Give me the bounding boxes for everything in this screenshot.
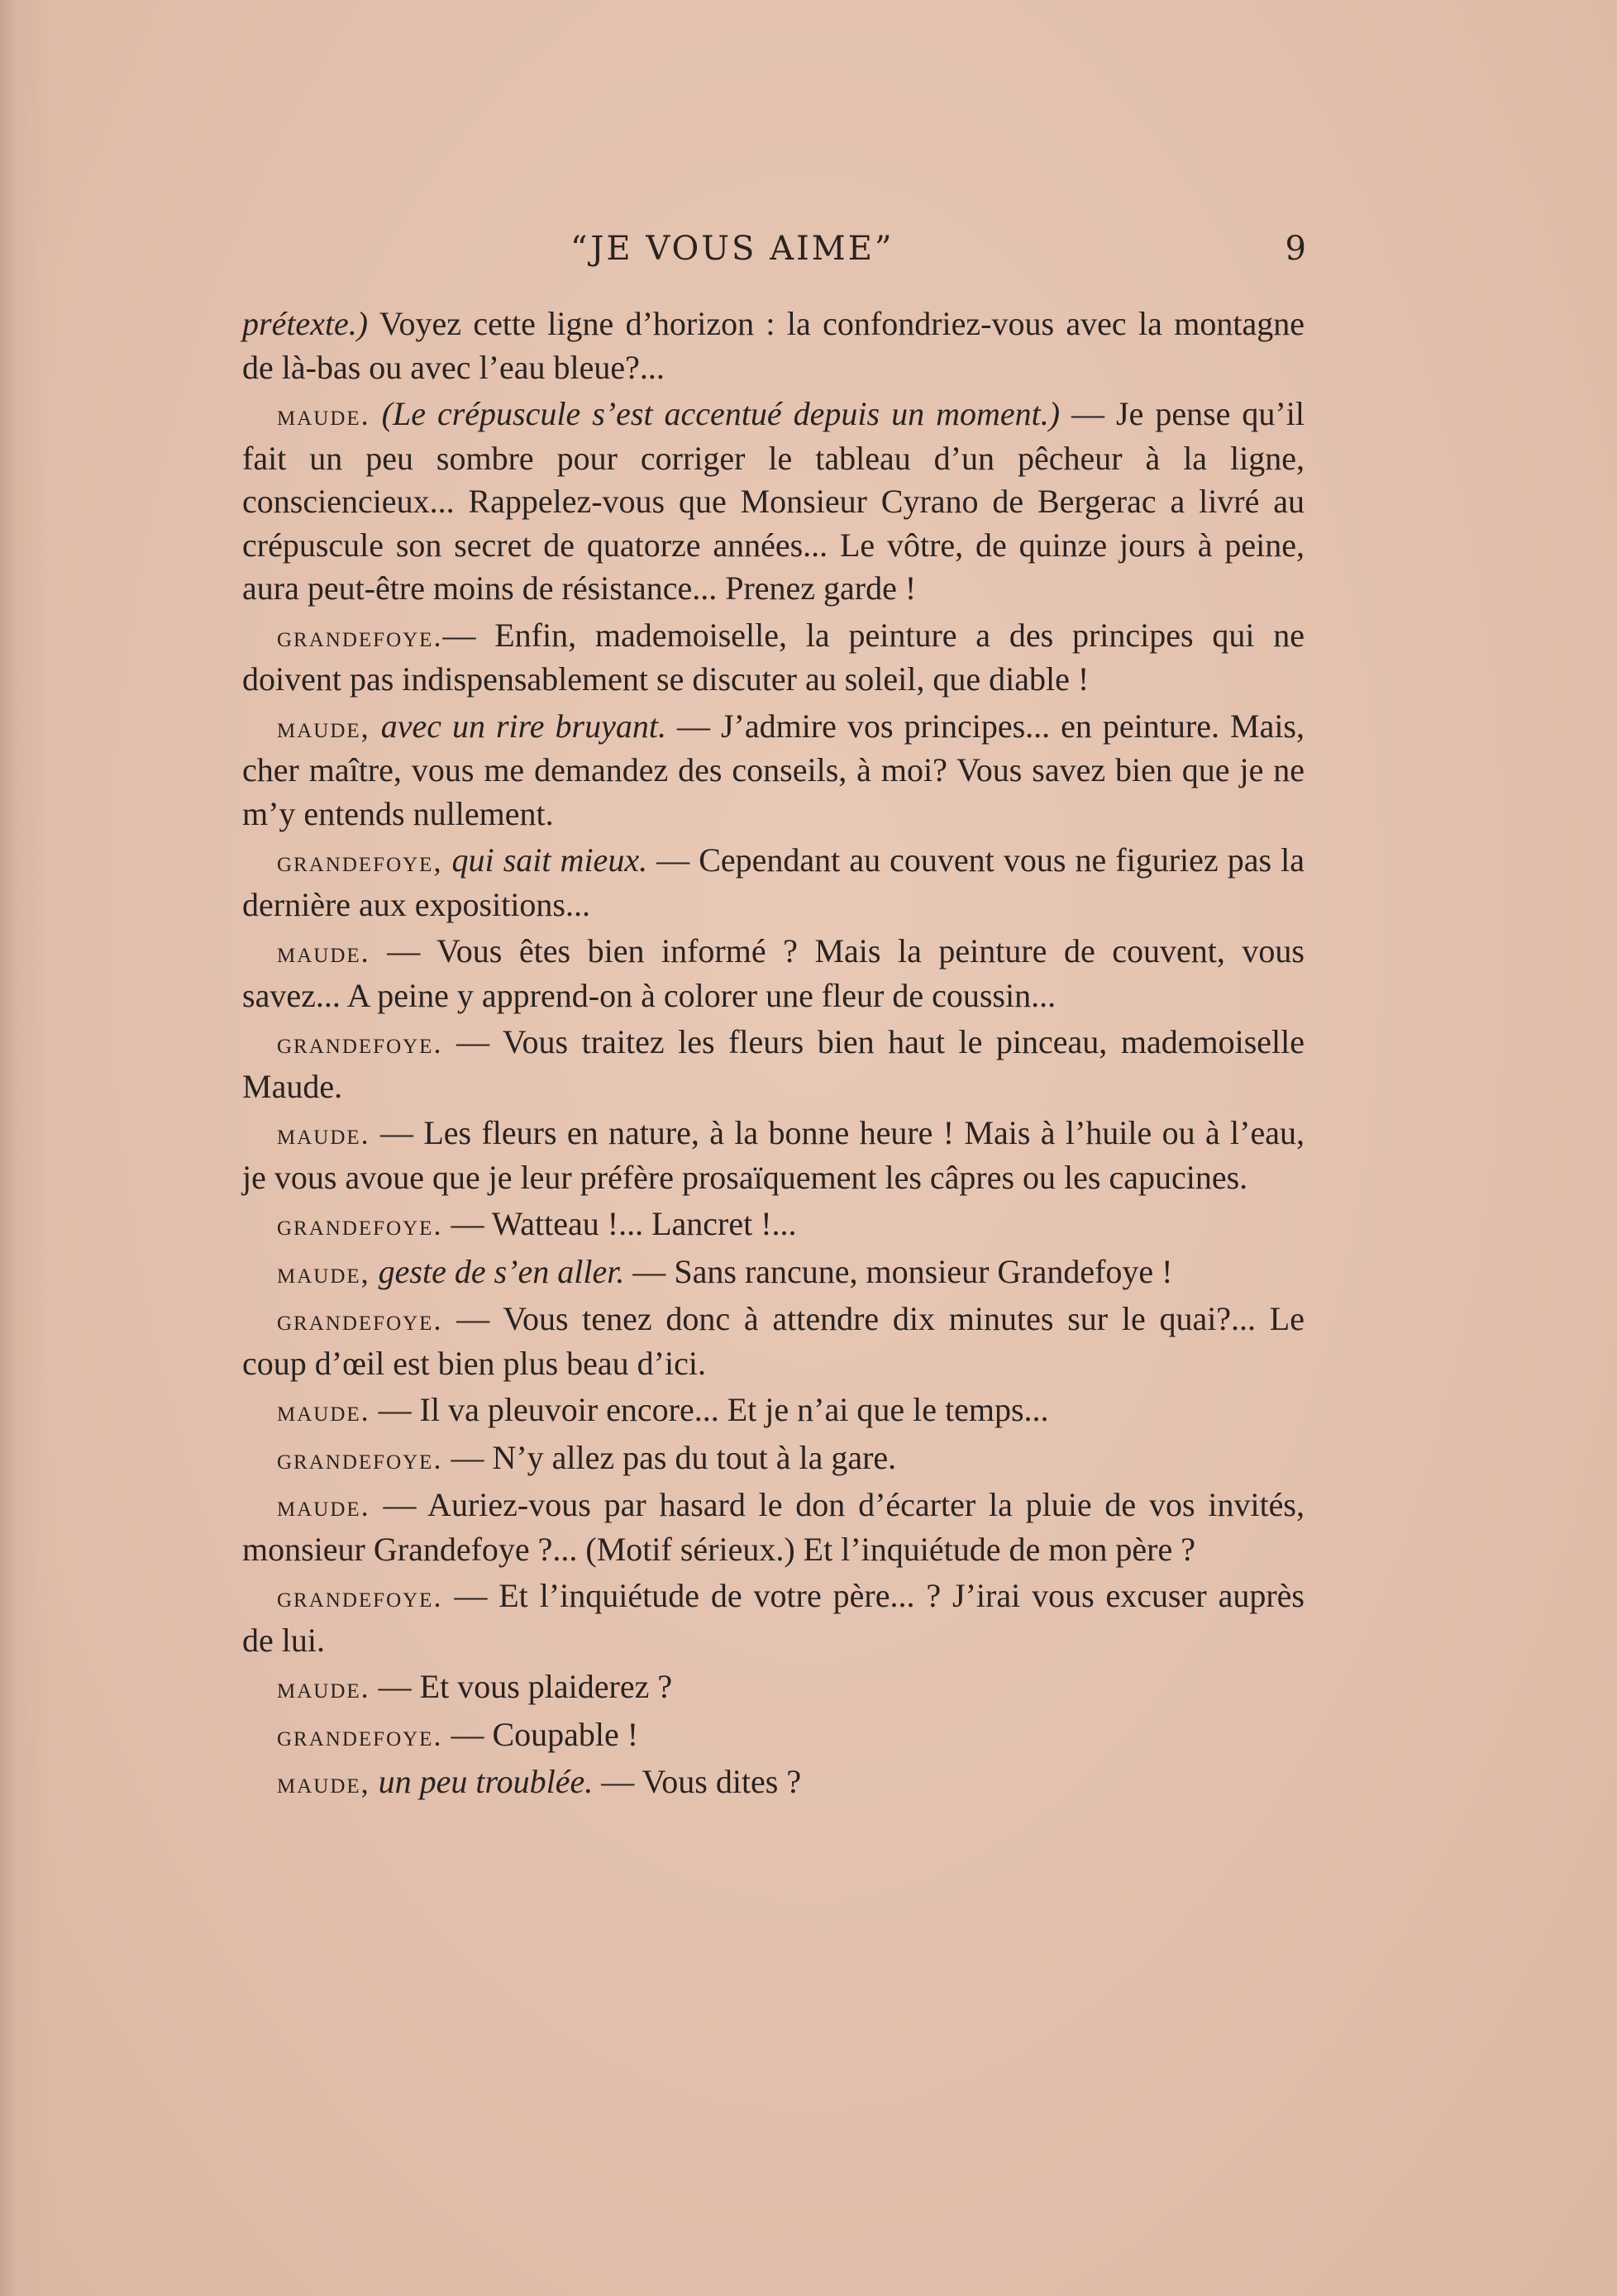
paragraph — [242, 839, 1305, 926]
speech-text: — Je pense qu’il fait un peu sombre pour corriger le tableau d’un pêcheur à la ligne, consciencieux... Rappelez-vous que Monsieur Cyrano de Bergerac a livré au crépuscule son secret de quatorze années... Le vôtre, de quinze jours à peine, aura peut-être moins de résistance... Prenez garde ! — [242, 395, 1305, 607]
stage-direction: un peu troublée. — [370, 1763, 594, 1800]
paragraph — [242, 1484, 1305, 1571]
paragraph — [242, 1021, 1305, 1108]
speaker-name: grandefoye. — [277, 1208, 443, 1241]
paragraph — [242, 1665, 1305, 1710]
speaker-name: grandefoye. — [277, 1580, 443, 1613]
paragraph — [242, 1436, 1305, 1481]
speech-text: — Les fleurs en nature, à la bonne heure ! Mais à l’huile ou à l’eau, je vous avoue que je leur préfère prosaïquement les câpres ou les capucines. — [242, 1114, 1305, 1196]
stage-direction: prétexte.) — [242, 305, 369, 342]
running-title: “JE VOUS AIME” — [570, 230, 894, 268]
stage-direction: avec un rire bruyant. — [370, 707, 666, 745]
stage-direction: qui sait mieux. — [442, 841, 648, 879]
speaker-name: maude, — [277, 1766, 370, 1799]
speaker-name: grandefoye. — [277, 619, 443, 653]
speaker-name: maude. — [277, 398, 370, 431]
paragraph — [242, 393, 1305, 611]
page-edge-shadow — [0, 0, 50, 2296]
speech-text: — J’admire vos principes... en peinture. Mais, cher maître, vous me demandez des conseils, à moi? Vous savez bien que je ne m’y entends nullement. — [242, 707, 1305, 832]
speech-text: — Vous êtes bien informé ? Mais la peinture de couvent, vous savez... A peine y apprend-on à colorer une fleur de coussin... — [242, 932, 1305, 1014]
speech-text: — Et vous plaiderez ? — [370, 1668, 673, 1705]
paragraph — [242, 705, 1305, 836]
speaker-name: grandefoye, — [277, 845, 443, 878]
paragraph — [242, 1298, 1305, 1385]
speech-text: — Vous tenez donc à attendre dix minutes sur le quai?... Le coup d’œil est bien plus beau d’ici. — [242, 1300, 1305, 1382]
speaker-name: maude. — [277, 1489, 370, 1522]
paragraph — [242, 1389, 1305, 1433]
speaker-name: maude, — [277, 1255, 370, 1289]
speech-text: — Enfin, mademoiselle, la peinture a des principes qui ne doivent pas indispensablement se discuter au soleil, que diable ! — [242, 616, 1305, 698]
stage-direction: (Le crépuscule s’est accentué depuis un moment.) — [370, 395, 1061, 432]
speech-text: Voyez cette ligne d’horizon : la confondriez-vous avec la montagne de là-bas ou avec l’eau bleue?... — [242, 305, 1305, 386]
speaker-name: grandefoye. — [277, 1303, 443, 1336]
paragraph — [242, 1760, 1305, 1805]
paragraph — [242, 1713, 1305, 1758]
speaker-name: grandefoye. — [277, 1441, 443, 1475]
speaker-name: maude. — [277, 1117, 370, 1150]
dialogue-text — [242, 302, 1305, 1808]
speaker-name: grandefoye. — [277, 1027, 443, 1060]
speech-text: — Auriez-vous par hasard le don d’écarter la pluie de vos invités, monsieur Grandefoye ?... (Motif sérieux.) Et l’inquiétude de mon père ? — [242, 1486, 1305, 1568]
speech-text: — N’y allez pas du tout à la gare. — [442, 1438, 897, 1476]
speech-text: — Il va pleuvoir encore... Et je n’ai que le temps... — [370, 1391, 1049, 1428]
speech-text: — Vous traitez les fleurs bien haut le pinceau, mademoiselle Maude. — [242, 1023, 1305, 1105]
speaker-name: maude, — [277, 710, 370, 744]
paragraph — [242, 930, 1305, 1017]
speech-text: — Coupable ! — [442, 1715, 639, 1753]
speaker-name: grandefoye. — [277, 1718, 443, 1752]
speaker-name: maude. — [277, 936, 370, 969]
paragraph — [242, 1112, 1305, 1199]
paragraph — [242, 1203, 1305, 1247]
speech-text: — Et l’inquiétude de votre père... ? J’irai vous excuser auprès de lui. — [242, 1577, 1305, 1659]
speech-text: — Vous dites ? — [593, 1763, 802, 1800]
page-number: 9 — [1285, 230, 1306, 268]
paragraph — [242, 302, 1305, 389]
paragraph — [242, 1250, 1305, 1295]
speech-text: — Watteau !... Lancret !... — [442, 1205, 797, 1242]
paragraph — [242, 614, 1305, 702]
paragraph — [242, 1574, 1305, 1662]
speech-text: — Cependant au couvent vous ne figuriez pas la dernière aux expositions... — [242, 841, 1305, 923]
speaker-name: maude. — [277, 1394, 370, 1427]
running-header — [570, 230, 1306, 279]
speaker-name: maude. — [277, 1671, 370, 1704]
stage-direction: geste de s’en aller. — [370, 1252, 625, 1290]
speech-text: — Sans rancune, monsieur Grandefoye ! — [624, 1252, 1173, 1290]
